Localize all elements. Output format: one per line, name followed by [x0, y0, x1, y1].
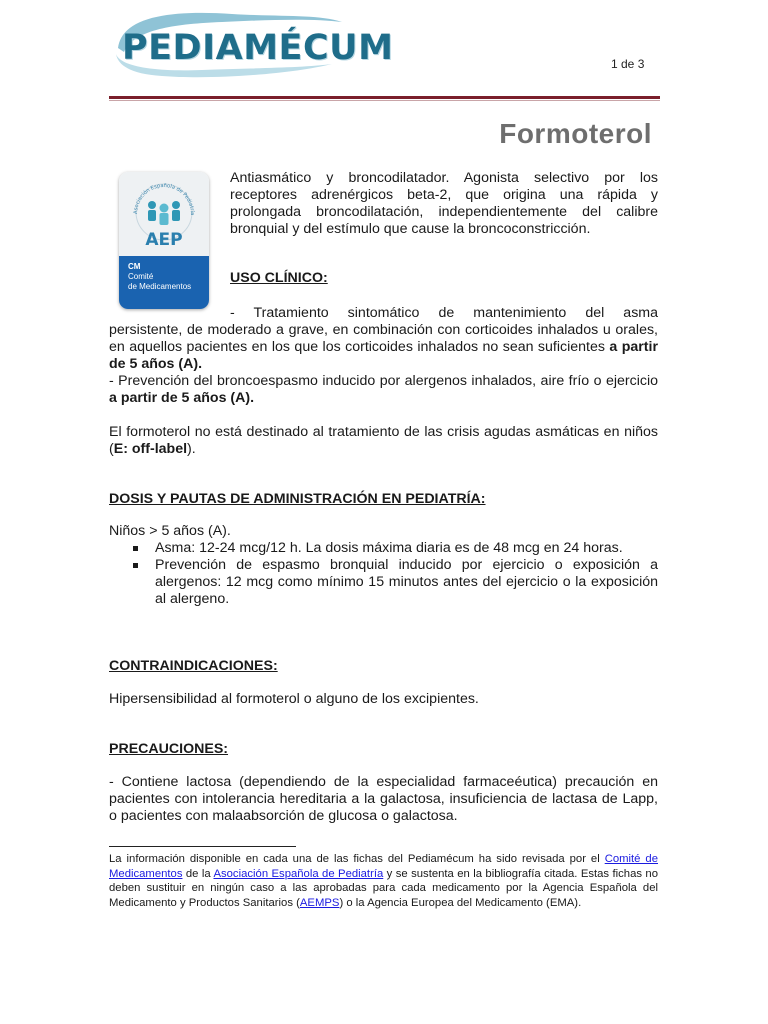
uso-clinico-paragraph-2	[109, 373, 658, 407]
badge-committee-line2: de Medicamentos	[128, 282, 192, 291]
bullet-square-icon	[133, 546, 138, 551]
dosis-list	[109, 540, 658, 608]
aep-badge	[119, 172, 209, 309]
footnote-text-2: de la	[182, 867, 214, 880]
uso-clinico-p3-offlabel: E: off-label	[113, 441, 188, 457]
drug-title: Formoterol	[499, 118, 652, 149]
dosis-item-1: Asma: 12-24 mcg/12 h. La dosis máxima diaria es de 48 mcg en 24 horas.	[155, 540, 623, 556]
link-aemps[interactable]: AEMPS	[299, 896, 340, 909]
list-item	[109, 540, 658, 557]
badge-cm: CM	[128, 262, 141, 271]
uso-clinico-paragraph-1	[109, 322, 658, 373]
badge-committee-text	[128, 262, 191, 292]
uso-clinico-line1: - Tratamiento sintomático de mantenimiento del asma	[230, 305, 658, 321]
footnote-rule	[109, 846, 296, 847]
precauciones-text: - Contiene lactosa (dependiendo de la especialidad farmaceéutica) precaución en pacientes con intolerancia hereditaria a la galactosa, insuficiencia de lactasa de Lapp, o pacientes con malaabsorción de glucosa o galactosa.	[109, 774, 658, 824]
bullet-square-icon	[133, 563, 138, 568]
footnote-text-1: La información disponible en cada una de las fichas del Pediamécum ha sido revisada por el	[109, 853, 605, 865]
footnote	[109, 852, 658, 910]
uso-clinico-heading: USO CLÍNICO:	[230, 270, 328, 286]
badge-acronym: AEP	[145, 230, 183, 250]
link-comite-medicamentos[interactable]: Comité de Medicamentos	[109, 853, 658, 880]
contraindicaciones-text: Hipersensibilidad al formoterol o alguno de los excipientes.	[109, 691, 479, 707]
footnote-text-4: ) o la Agencia Europea del Medicamento (EMA).	[339, 896, 582, 909]
intro-paragraph: Antiasmático y broncodilatador. Agonista selectivo por los receptores adrenérgicos beta-2, que origina una rápida y prolongada broncodilatación, independientemente del calibre bronquial y del estímulo que cause la broncoconstricción.	[230, 170, 658, 237]
uso-clinico-p2-text: - Prevención del broncoespasmo inducido por alergenos inhalados, aire frío o ejercicio	[109, 373, 658, 389]
uso-clinico-p1-age: a partir de 5 años (A).	[109, 339, 658, 372]
header-rule	[109, 96, 660, 99]
dosis-item-2: Prevención de espasmo bronquial inducido por ejercicio o exposición a alergenos: 12 mcg como mínimo 15 minutos antes del ejercicio o la exposición al alergeno.	[155, 557, 658, 607]
badge-committee-line1: Comité	[128, 272, 154, 281]
badge-circle-text: Asociación Española de Pediatría	[132, 182, 196, 216]
precauciones-heading: PRECAUCIONES:	[109, 741, 229, 757]
header-rule-shadow	[109, 100, 660, 101]
uso-clinico-p3-text: El formoterol no está destinado al tratamiento de las crisis agudas asmáticas en niños (	[109, 424, 658, 457]
list-item	[109, 557, 658, 608]
logo-text: PEDIAMÉCUM	[122, 28, 394, 68]
pediamecum-logo	[112, 8, 394, 78]
link-aep[interactable]: Asociación Española de Pediatría	[213, 867, 384, 880]
uso-clinico-paragraph-3	[109, 424, 658, 458]
dosis-intro: Niños > 5 años (A).	[109, 523, 231, 539]
uso-clinico-p3-end: ).	[187, 441, 196, 457]
uso-clinico-p1-text: persistente, de moderado a grave, en combinación con corticoides inhalados u orales, en aquellos pacientes en los que los corticoides inhalados no sean suficientes	[109, 322, 658, 355]
contraindicaciones-heading: CONTRAINDICACIONES:	[109, 658, 278, 674]
uso-clinico-p2-age: a partir de 5 años (A).	[109, 390, 255, 406]
footnote-text-3: y se sustenta en la bibliografía citada. Estas fichas no deben sustituir en ningún caso a las aprobadas para cada medicamento por la Agencia Española del Medicamento y Productos Sanitarios (	[109, 867, 658, 909]
page-number: 1 de 3	[611, 57, 645, 71]
dosis-heading: DOSIS Y PAUTAS DE ADMINISTRACIÓN EN PEDIATRÍA:	[109, 491, 486, 507]
